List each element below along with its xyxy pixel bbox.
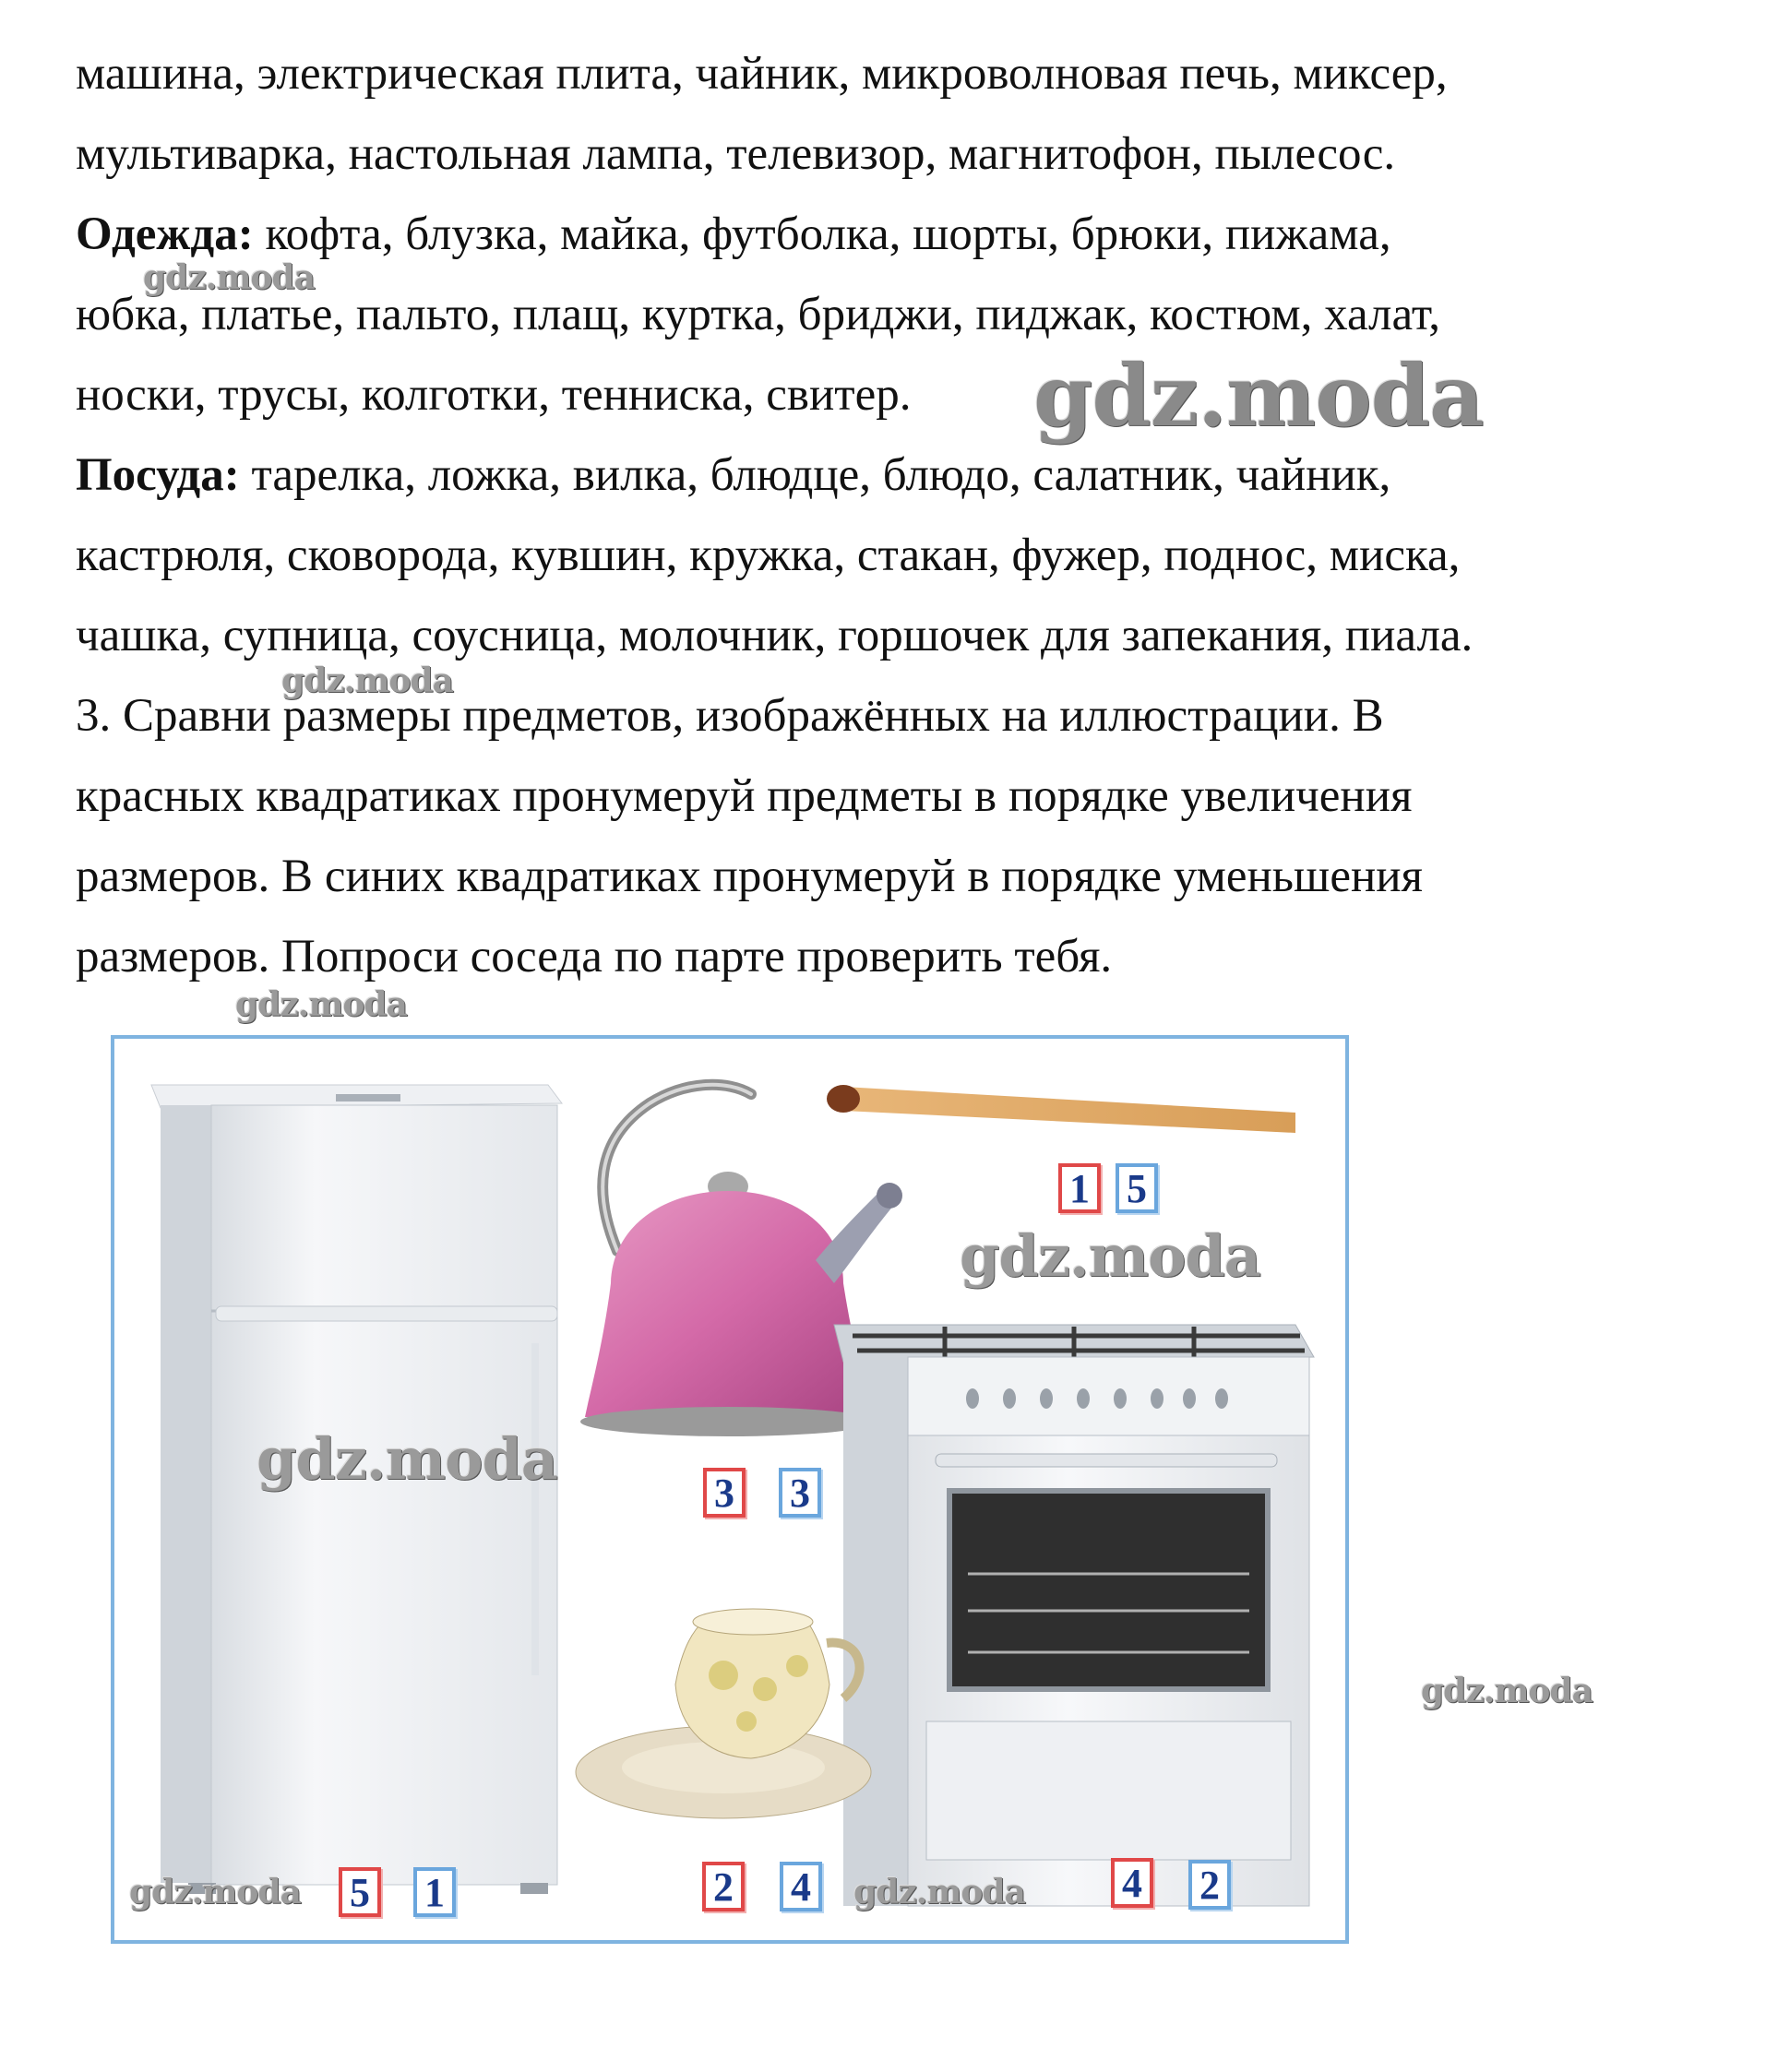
task-3-line-3: размеров. В синих квадратиках пронумеруй в порядке уменьшения	[76, 851, 1423, 902]
stove-red-box[interactable]: 4	[1111, 1858, 1153, 1908]
stove-image	[834, 1325, 1314, 1906]
task-3-line-4: размеров. Попроси соседа по парте проверить тебя.	[76, 931, 1113, 982]
cup-image	[576, 1609, 871, 1818]
kettle-red-box[interactable]: 3	[703, 1468, 746, 1518]
stove-blue-box[interactable]: 2	[1188, 1860, 1231, 1910]
text-line-2: мультиварка, настольная лампа, телевизор, магнитофон, пылесос.	[76, 128, 1396, 180]
match-image	[827, 1085, 1295, 1133]
match-red-box[interactable]: 1	[1058, 1163, 1101, 1213]
match-blue-box[interactable]: 5	[1116, 1163, 1158, 1213]
fridge-red-box[interactable]: 5	[339, 1867, 381, 1917]
kettle-blue-box[interactable]: 3	[779, 1468, 821, 1518]
watermark: gdz.moda	[257, 1425, 557, 1493]
clothing-list-start: кофта, блузка, майка, футболка, шорты, брюки, пижама,	[253, 208, 1391, 260]
text-line-1: машина, электрическая плита, чайник, микроволновая печь, миксер,	[76, 48, 1448, 100]
watermark: gdz.moda	[960, 1222, 1260, 1290]
text-line-3	[76, 207, 1391, 262]
watermark: gdz.moda	[1421, 1672, 1593, 1710]
task-3-line-1: 3. Сравни размеры предметов, изображённых на иллюстрации. В	[76, 690, 1384, 742]
text-line-4: юбка, платье, пальто, плащ, куртка, бриджи, пиджак, костюм, халат,	[76, 289, 1441, 340]
watermark: gdz.moda	[1033, 346, 1484, 446]
watermark: gdz.moda	[129, 1873, 301, 1911]
category-dishes-label: Посуда:	[76, 449, 240, 501]
fridge-blue-box[interactable]: 1	[413, 1867, 456, 1917]
watermark: gdz.moda	[235, 985, 407, 1024]
task-3-line-2: красных квадратиках пронумеруй предметы в порядке увеличения	[76, 770, 1413, 822]
cup-red-box[interactable]: 2	[702, 1862, 745, 1911]
cup-blue-box[interactable]: 4	[780, 1862, 822, 1911]
text-line-8: чашка, супница, соусница, молочник, горшочек для запекания, пиала.	[76, 610, 1474, 661]
text-line-7: кастрюля, сковорода, кувшин, кружка, стакан, фужер, поднос, миска,	[76, 530, 1461, 581]
dishes-list-start: тарелка, ложка, вилка, блюдце, блюдо, салатник, чайник,	[239, 449, 1391, 501]
category-clothing-label: Одежда:	[76, 208, 254, 260]
watermark: gdz.moda	[143, 258, 315, 297]
watermark: gdz.moda	[281, 661, 453, 700]
text-line-5: носки, трусы, колготки, тенниска, свитер.	[76, 369, 912, 421]
watermark: gdz.moda	[853, 1873, 1025, 1911]
text-line-6	[76, 447, 1390, 503]
